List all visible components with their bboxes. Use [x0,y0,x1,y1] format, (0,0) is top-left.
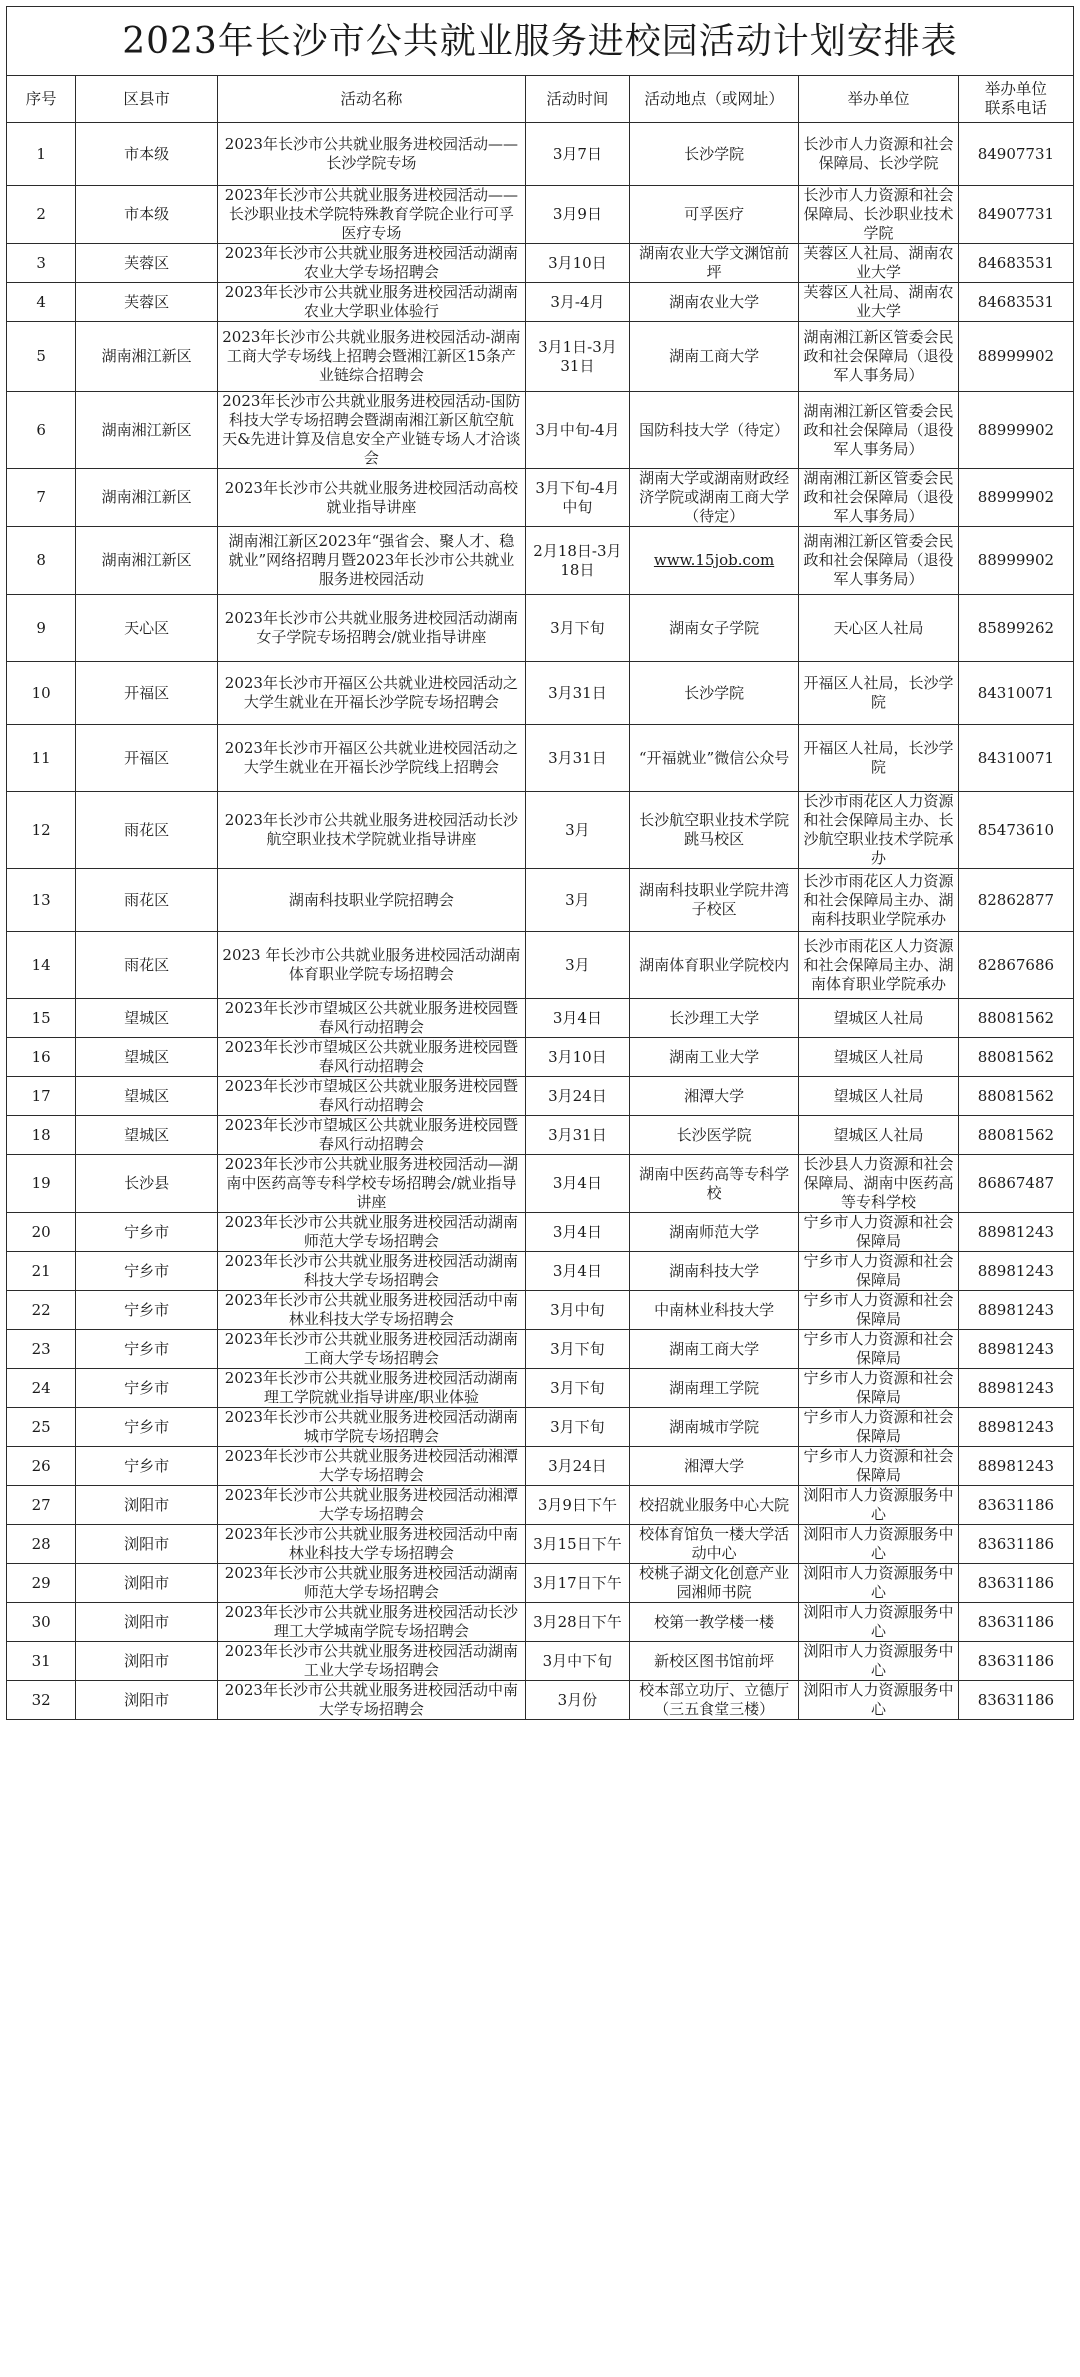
row-organizer: 浏阳市人力资源服务中心 [799,1681,959,1720]
row-place: 新校区图书馆前坪 [629,1642,798,1681]
row-phone: 83631186 [958,1603,1073,1642]
table-row [7,1408,1074,1447]
row-number: 11 [7,725,76,792]
row-phone: 88999902 [958,392,1073,469]
row-area: 湖南湘江新区 [76,322,218,392]
row-activity-name: 2023年长沙市望城区公共就业服务进校园暨春风行动招聘会 [217,999,525,1038]
row-time: 3月中旬 [525,1291,629,1330]
table-row [7,123,1074,186]
row-organizer: 望城区人社局 [799,1038,959,1077]
row-time: 3月4日 [525,1155,629,1213]
row-number: 28 [7,1525,76,1564]
row-place: www.15job.com [629,527,798,595]
row-place: “开福就业”微信公众号 [629,725,798,792]
row-phone: 88999902 [958,322,1073,392]
header-tel-line2: 联系电话 [984,99,1047,117]
row-time: 3月31日 [525,725,629,792]
row-place: 校本部立功厅、立德厅（三五食堂三楼） [629,1681,798,1720]
row-activity-name: 2023年长沙市公共就业服务进校园活动湘潭大学专场招聘会 [217,1447,525,1486]
row-activity-name: 2023年长沙市公共就业服务进校园活动湖南农业大学专场招聘会 [217,244,525,283]
row-area: 宁乡市 [76,1213,218,1252]
row-number: 18 [7,1116,76,1155]
table-row [7,322,1074,392]
row-organizer: 长沙市雨花区人力资源和社会保障局主办、湖南体育职业学院承办 [799,932,959,999]
row-time: 3月24日 [525,1447,629,1486]
row-phone: 88081562 [958,1116,1073,1155]
row-time: 3月 [525,932,629,999]
row-place: 湖南女子学院 [629,595,798,662]
row-time: 3月中旬-4月 [525,392,629,469]
row-number: 20 [7,1213,76,1252]
row-organizer: 湖南湘江新区管委会民政和社会保障局（退役军人事务局） [799,392,959,469]
row-place: 校招就业服务中心大院 [629,1486,798,1525]
row-activity-name: 2023 年长沙市公共就业服务进校园活动湖南体育职业学院专场招聘会 [217,932,525,999]
table-row [7,1038,1074,1077]
row-organizer: 长沙县人力资源和社会保障局、湖南中医药高等专科学校 [799,1155,959,1213]
table-row [7,792,1074,869]
row-time: 3月下旬 [525,1408,629,1447]
row-time: 3月31日 [525,662,629,725]
row-organizer: 宁乡市人力资源和社会保障局 [799,1369,959,1408]
row-phone: 88981243 [958,1447,1073,1486]
row-organizer: 长沙市雨花区人力资源和社会保障局主办、长沙航空职业技术学院承办 [799,792,959,869]
row-number: 27 [7,1486,76,1525]
row-organizer: 宁乡市人力资源和社会保障局 [799,1252,959,1291]
row-activity-name: 2023年长沙市开福区公共就业进校园活动之大学生就业在开福长沙学院专场招聘会 [217,662,525,725]
row-activity-name: 2023年长沙市公共就业服务进校园活动——长沙职业技术学院特殊教育学院企业行可孚医疗专场 [217,186,525,244]
row-area: 浏阳市 [76,1564,218,1603]
row-phone: 88981243 [958,1408,1073,1447]
row-area: 雨花区 [76,932,218,999]
row-place: 湖南工商大学 [629,1330,798,1369]
row-activity-name: 2023年长沙市公共就业服务进校园活动湖南女子学院专场招聘会/就业指导讲座 [217,595,525,662]
row-number: 5 [7,322,76,392]
row-phone: 88981243 [958,1291,1073,1330]
row-area: 宁乡市 [76,1330,218,1369]
row-time: 3月15日下午 [525,1525,629,1564]
row-area: 开福区 [76,662,218,725]
row-area: 浏阳市 [76,1486,218,1525]
row-place: 湘潭大学 [629,1447,798,1486]
row-activity-name: 2023年长沙市望城区公共就业服务进校园暨春风行动招聘会 [217,1077,525,1116]
header-time: 活动时间 [525,76,629,123]
row-area: 宁乡市 [76,1447,218,1486]
row-organizer: 浏阳市人力资源服务中心 [799,1525,959,1564]
row-number: 16 [7,1038,76,1077]
row-time: 3月7日 [525,123,629,186]
row-organizer: 湖南湘江新区管委会民政和社会保障局（退役军人事务局） [799,469,959,527]
header-place: 活动地点（或网址） [629,76,798,123]
row-activity-name: 湖南科技职业学院招聘会 [217,869,525,932]
row-phone: 83631186 [958,1642,1073,1681]
row-number: 6 [7,392,76,469]
row-area: 湖南湘江新区 [76,392,218,469]
row-time: 3月4日 [525,1252,629,1291]
table-row [7,1077,1074,1116]
row-number: 30 [7,1603,76,1642]
row-time: 3月下旬 [525,595,629,662]
row-organizer: 宁乡市人力资源和社会保障局 [799,1408,959,1447]
row-organizer: 宁乡市人力资源和社会保障局 [799,1330,959,1369]
row-place: 湖南工业大学 [629,1038,798,1077]
table-row [7,1603,1074,1642]
table-row [7,1116,1074,1155]
row-organizer: 宁乡市人力资源和社会保障局 [799,1291,959,1330]
table-row [7,869,1074,932]
row-activity-name: 2023年长沙市公共就业服务进校园活动中南林业科技大学专场招聘会 [217,1291,525,1330]
row-number: 25 [7,1408,76,1447]
table-row [7,1681,1074,1720]
row-place: 国防科技大学（待定） [629,392,798,469]
row-phone: 88999902 [958,469,1073,527]
row-phone: 88081562 [958,1038,1073,1077]
row-time: 3月 [525,869,629,932]
row-number: 29 [7,1564,76,1603]
row-number: 19 [7,1155,76,1213]
row-number: 8 [7,527,76,595]
row-phone: 83631186 [958,1525,1073,1564]
row-place: 湖南农业大学 [629,283,798,322]
row-number: 17 [7,1077,76,1116]
row-time: 3月9日下午 [525,1486,629,1525]
table-row [7,527,1074,595]
table-row [7,932,1074,999]
row-time: 3月份 [525,1681,629,1720]
row-number: 15 [7,999,76,1038]
row-organizer: 湖南湘江新区管委会民政和社会保障局（退役军人事务局） [799,322,959,392]
row-place: 湖南科技大学 [629,1252,798,1291]
row-time: 3月28日下午 [525,1603,629,1642]
row-area: 天心区 [76,595,218,662]
header-org: 举办单位 [799,76,959,123]
row-place: 校体育馆负一楼大学活动中心 [629,1525,798,1564]
row-organizer: 宁乡市人力资源和社会保障局 [799,1447,959,1486]
row-organizer: 浏阳市人力资源服务中心 [799,1642,959,1681]
row-area: 芙蓉区 [76,283,218,322]
row-number: 13 [7,869,76,932]
row-time: 3月4日 [525,1213,629,1252]
row-area: 湖南湘江新区 [76,469,218,527]
header-area: 区县市 [76,76,218,123]
row-time: 3月1日-3月31日 [525,322,629,392]
row-number: 9 [7,595,76,662]
table-row [7,244,1074,283]
table-row [7,1291,1074,1330]
row-place: 长沙理工大学 [629,999,798,1038]
row-organizer: 长沙市人力资源和社会保障局、长沙职业技术学院 [799,186,959,244]
table-row [7,1369,1074,1408]
row-organizer: 浏阳市人力资源服务中心 [799,1486,959,1525]
row-place: 可孚医疗 [629,186,798,244]
row-place: 长沙航空职业技术学院跳马校区 [629,792,798,869]
row-activity-name: 2023年长沙市公共就业服务进校园活动中南大学专场招聘会 [217,1681,525,1720]
row-area: 浏阳市 [76,1603,218,1642]
row-organizer: 望城区人社局 [799,1077,959,1116]
row-activity-name: 2023年长沙市公共就业服务进校园活动长沙航空职业技术学院就业指导讲座 [217,792,525,869]
row-number: 7 [7,469,76,527]
row-place: 长沙学院 [629,662,798,725]
row-time: 3月下旬 [525,1369,629,1408]
row-time: 2月18日-3月18日 [525,527,629,595]
table-row [7,1330,1074,1369]
table-row [7,1155,1074,1213]
row-number: 14 [7,932,76,999]
row-activity-name: 2023年长沙市公共就业服务进校园活动湖南理工学院就业指导讲座/职业体验 [217,1369,525,1408]
row-organizer: 长沙市人力资源和社会保障局、长沙学院 [799,123,959,186]
row-activity-name: 2023年长沙市公共就业服务进校园活动——长沙学院专场 [217,123,525,186]
row-time: 3月17日下午 [525,1564,629,1603]
row-time: 3月10日 [525,1038,629,1077]
row-phone: 84907731 [958,123,1073,186]
table-row [7,283,1074,322]
row-activity-name: 2023年长沙市公共就业服务进校园活动湖南城市学院专场招聘会 [217,1408,525,1447]
table-row [7,1564,1074,1603]
row-activity-name: 2023年长沙市望城区公共就业服务进校园暨春风行动招聘会 [217,1116,525,1155]
header-row [7,76,1074,123]
row-area: 湖南湘江新区 [76,527,218,595]
page-title: 2023年长沙市公共就业服务进校园活动计划安排表 [7,7,1074,76]
row-area: 雨花区 [76,869,218,932]
row-area: 宁乡市 [76,1252,218,1291]
row-area: 长沙县 [76,1155,218,1213]
row-area: 宁乡市 [76,1291,218,1330]
row-activity-name: 2023年长沙市望城区公共就业服务进校园暨春风行动招聘会 [217,1038,525,1077]
table-body [7,123,1074,1720]
row-organizer: 芙蓉区人社局、湖南农业大学 [799,244,959,283]
row-activity-name: 2023年长沙市公共就业服务进校园活动—湖南中医药高等专科学校专场招聘会/就业指导讲座 [217,1155,525,1213]
row-organizer: 宁乡市人力资源和社会保障局 [799,1213,959,1252]
row-area: 宁乡市 [76,1369,218,1408]
row-activity-name: 2023年长沙市开福区公共就业进校园活动之大学生就业在开福长沙学院线上招聘会 [217,725,525,792]
row-activity-name: 2023年长沙市公共就业服务进校园活动-湖南工商大学专场线上招聘会暨湘江新区15条产业链综合招聘会 [217,322,525,392]
row-place: 湖南城市学院 [629,1408,798,1447]
row-time: 3月 [525,792,629,869]
table-row [7,392,1074,469]
row-phone: 88981243 [958,1369,1073,1408]
table-row [7,1252,1074,1291]
row-activity-name: 2023年长沙市公共就业服务进校园活动湖南工业大学专场招聘会 [217,1642,525,1681]
row-place: 湖南科技职业学院井湾子校区 [629,869,798,932]
row-activity-name: 2023年长沙市公共就业服务进校园活动湖南农业大学职业体验行 [217,283,525,322]
row-number: 26 [7,1447,76,1486]
row-area: 雨花区 [76,792,218,869]
row-place: 中南林业科技大学 [629,1291,798,1330]
row-time: 3月中下旬 [525,1642,629,1681]
row-place: 湖南大学或湖南财政经济学院或湖南工商大学（待定） [629,469,798,527]
row-place: 湖南工商大学 [629,322,798,392]
row-time: 3月10日 [525,244,629,283]
row-area: 宁乡市 [76,1408,218,1447]
row-phone: 83631186 [958,1486,1073,1525]
row-organizer: 芙蓉区人社局、湖南农业大学 [799,283,959,322]
row-time: 3月24日 [525,1077,629,1116]
row-number: 31 [7,1642,76,1681]
header-tel [958,76,1073,123]
table-row [7,662,1074,725]
row-area: 望城区 [76,1077,218,1116]
row-place: 长沙学院 [629,123,798,186]
table-row [7,999,1074,1038]
row-number: 24 [7,1369,76,1408]
row-number: 32 [7,1681,76,1720]
row-place: 湖南农业大学文渊馆前坪 [629,244,798,283]
row-phone: 88999902 [958,527,1073,595]
table-row [7,725,1074,792]
header-name: 活动名称 [217,76,525,123]
row-number: 2 [7,186,76,244]
row-time: 3月9日 [525,186,629,244]
row-number: 10 [7,662,76,725]
table-row [7,595,1074,662]
row-organizer: 开福区人社局，长沙学院 [799,725,959,792]
row-activity-name: 2023年长沙市公共就业服务进校园活动湘潭大学专场招聘会 [217,1486,525,1525]
row-activity-name: 2023年长沙市公共就业服务进校园活动湖南师范大学专场招聘会 [217,1564,525,1603]
header-no: 序号 [7,76,76,123]
row-area: 浏阳市 [76,1642,218,1681]
row-time: 3月31日 [525,1116,629,1155]
row-phone: 84683531 [958,244,1073,283]
row-phone: 88981243 [958,1213,1073,1252]
row-organizer: 湖南湘江新区管委会民政和社会保障局（退役军人事务局） [799,527,959,595]
row-phone: 84310071 [958,725,1073,792]
row-number: 23 [7,1330,76,1369]
row-time: 3月4日 [525,999,629,1038]
row-phone: 85899262 [958,595,1073,662]
row-phone: 88981243 [958,1330,1073,1369]
row-area: 芙蓉区 [76,244,218,283]
row-organizer: 天心区人社局 [799,595,959,662]
row-organizer: 长沙市雨花区人力资源和社会保障局主办、湖南科技职业学院承办 [799,869,959,932]
row-number: 12 [7,792,76,869]
row-place: 校第一教学楼一楼 [629,1603,798,1642]
header-tel-line1: 举办单位 [984,80,1047,98]
table-row [7,1213,1074,1252]
table-row [7,469,1074,527]
row-activity-name: 2023年长沙市公共就业服务进校园活动湖南工商大学专场招聘会 [217,1330,525,1369]
row-activity-name: 2023年长沙市公共就业服务进校园活动中南林业科技大学专场招聘会 [217,1525,525,1564]
row-phone: 82862877 [958,869,1073,932]
row-activity-name: 2023年长沙市公共就业服务进校园活动湖南科技大学专场招聘会 [217,1252,525,1291]
title-row [7,7,1074,76]
row-number: 1 [7,123,76,186]
row-activity-name: 2023年长沙市公共就业服务进校园活动长沙理工大学城南学院专场招聘会 [217,1603,525,1642]
row-phone: 84310071 [958,662,1073,725]
row-time: 3月-4月 [525,283,629,322]
row-phone: 86867487 [958,1155,1073,1213]
activity-plan-table [6,6,1074,1720]
row-place: 湖南中医药高等专科学校 [629,1155,798,1213]
row-place: 湖南体育职业学院校内 [629,932,798,999]
row-activity-name: 湖南湘江新区2023年“强省会、聚人才、稳就业”网络招聘月暨2023年长沙市公共就业服务进校园活动 [217,527,525,595]
row-phone: 82867686 [958,932,1073,999]
row-area: 浏阳市 [76,1681,218,1720]
row-place: 湖南理工学院 [629,1369,798,1408]
row-phone: 83631186 [958,1681,1073,1720]
row-organizer: 望城区人社局 [799,1116,959,1155]
row-organizer: 望城区人社局 [799,999,959,1038]
row-number: 21 [7,1252,76,1291]
row-phone: 85473610 [958,792,1073,869]
row-organizer: 开福区人社局，长沙学院 [799,662,959,725]
row-area: 望城区 [76,999,218,1038]
row-phone: 84907731 [958,186,1073,244]
row-area: 开福区 [76,725,218,792]
row-phone: 83631186 [958,1564,1073,1603]
row-phone: 88081562 [958,1077,1073,1116]
row-organizer: 浏阳市人力资源服务中心 [799,1564,959,1603]
row-area: 浏阳市 [76,1525,218,1564]
row-area: 市本级 [76,123,218,186]
table-row [7,1525,1074,1564]
row-place: 校桃子湖文化创意产业园湘师书院 [629,1564,798,1603]
table-row [7,1447,1074,1486]
row-number: 4 [7,283,76,322]
row-phone: 88081562 [958,999,1073,1038]
row-number: 3 [7,244,76,283]
row-activity-name: 2023年长沙市公共就业服务进校园活动高校就业指导讲座 [217,469,525,527]
row-time: 3月下旬-4月中旬 [525,469,629,527]
row-place: 湖南师范大学 [629,1213,798,1252]
row-place: 湘潭大学 [629,1077,798,1116]
table-row [7,186,1074,244]
row-area: 望城区 [76,1116,218,1155]
row-area: 望城区 [76,1038,218,1077]
row-phone: 88981243 [958,1252,1073,1291]
row-activity-name: 2023年长沙市公共就业服务进校园活动湖南师范大学专场招聘会 [217,1213,525,1252]
row-time: 3月下旬 [525,1330,629,1369]
row-activity-name: 2023年长沙市公共就业服务进校园活动-国防科技大学专场招聘会暨湖南湘江新区航空航天&先进计算及信息安全产业链专场人才洽谈会 [217,392,525,469]
table-row [7,1486,1074,1525]
table-row [7,1642,1074,1681]
row-number: 22 [7,1291,76,1330]
row-organizer: 浏阳市人力资源服务中心 [799,1603,959,1642]
row-area: 市本级 [76,186,218,244]
row-place: 长沙医学院 [629,1116,798,1155]
row-phone: 84683531 [958,283,1073,322]
